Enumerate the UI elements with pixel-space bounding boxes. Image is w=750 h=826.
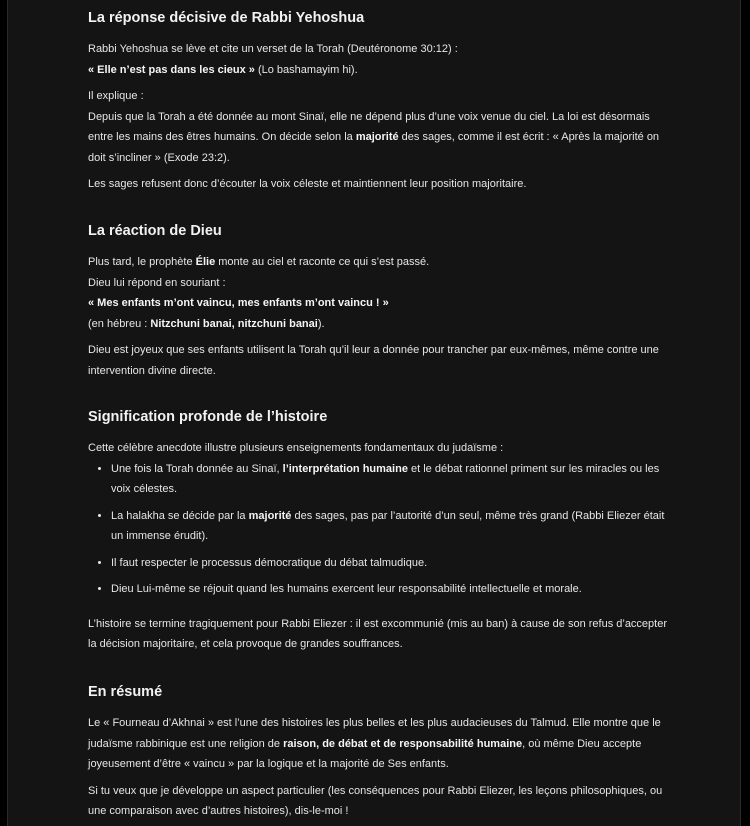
section-resume-body xyxy=(88,713,668,822)
section-title-signification: Signification profonde de l’histoire xyxy=(88,409,328,425)
paragraph-conclusion: Les sages refusent donc d’écouter la voix céleste et maintiennent leur position majoritaire. xyxy=(88,178,527,190)
paragraph-joie: Dieu est joyeux que ses enfants utilisent la Torah qu’il leur a donnée pour trancher par eux-mêmes, même contre une intervention divine directe. xyxy=(88,344,659,377)
paragraph-excommunication: L’histoire se termine tragiquement pour Rabbi Eliezer : il est excommunié (mis au ban) à cause de son refus d’accepter la décision majoritaire, et cela provoque de grandes souffrances. xyxy=(88,617,668,650)
list-item: • Il faut respecter le processus démocratique du débat talmudique. xyxy=(111,553,668,574)
section-title-reponse: La réponse décisive de Rabbi Yehoshua xyxy=(88,10,365,26)
section-reaction-body xyxy=(88,252,668,381)
paragraph-elie: Plus tard, le prophète Élie monte au ciel et raconte ce qui s’est passé. Dieu lui répond en souriant : « Mes enfants m’ont vaincu, mes enfants m’ont vaincu ! » (en hébreu : Nitzchuni banai, nitzchuni banai). xyxy=(88,256,430,330)
chat-panel xyxy=(7,0,741,826)
section-reponse-body xyxy=(88,39,668,195)
paragraph-resume: Le « Fourneau d’Akhnai » est l’une des histoires les plus belles et les plus audacieuses du Talmud. Elle montre que le judaïsme rabbinique est une religion de raison, de débat et de responsabilité humaine, où même Dieu accepte joyeusement d’être « vaincu » par la logique et la majorité de Ses enfants. xyxy=(88,717,661,770)
list-item: • Une fois la Torah donnée au Sinaï, l’interprétation humaine et le débat rationnel priment sur les miracles ou les voix célestes. xyxy=(111,459,668,500)
list-item: • Dieu Lui-même se réjouit quand les humains exercent leur responsabilité intellectuelle et morale. xyxy=(111,579,668,600)
paragraph-offre: Si tu veux que je développe un aspect particulier (les conséquences pour Rabbi Eliezer, les leçons philosophiques, ou une comparaison avec d’autres histoires), dis-le-moi ! xyxy=(88,784,663,817)
section-signification-body xyxy=(88,438,668,655)
paragraph-intro: Cette célèbre anecdote illustre plusieurs enseignements fondamentaux du judaïsme : xyxy=(88,442,504,454)
section-title-resume: En résumé xyxy=(88,684,163,700)
bullet-list xyxy=(88,459,668,600)
paragraph-explication: Il explique : Depuis que la Torah a été donnée au mont Sinaï, elle ne dépend plus d’une voix venue du ciel. La loi est désormais entre les mains des êtres humains. On décide selon la majorité des sages, comme il est écrit : « Après la majorité on doit s’incliner » (Exode 23:2). xyxy=(88,90,660,164)
section-title-reaction: La réaction de Dieu xyxy=(88,223,222,239)
list-item: • La halakha se décide par la majorité des sages, pas par l’autorité d’un seul, même très grand (Rabbi Eliezer était un immense érudit). xyxy=(111,506,668,547)
quote-bold: « Elle n’est pas dans les cieux » xyxy=(88,63,255,76)
paragraph-intro: Rabbi Yehoshua se lève et cite un verset de la Torah (Deutéronome 30:12) : « Elle n’est pas dans les cieux » (Lo bashamayim hi). xyxy=(88,43,458,76)
